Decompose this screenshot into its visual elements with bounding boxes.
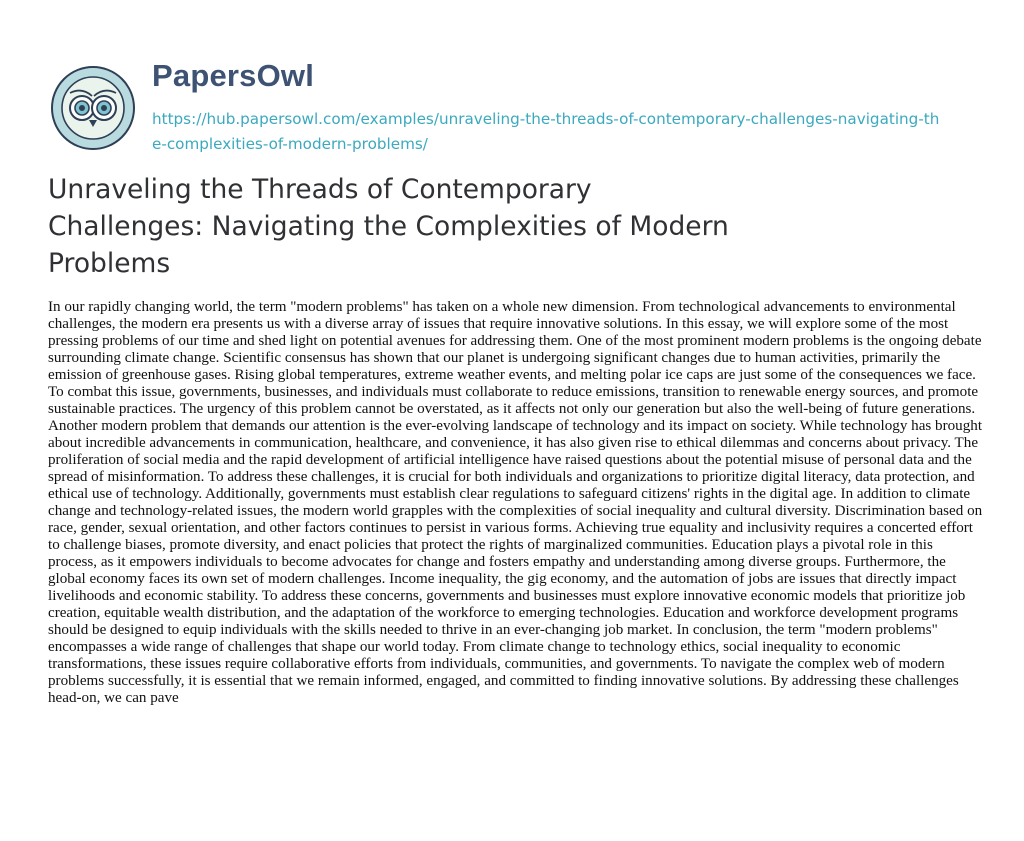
article-title: Unraveling the Threads of Contemporary Challenges: Navigating the Complexities of Modern Problems [48,174,729,279]
source-url[interactable]: https://hub.papersowl.com/examples/unraveling-the-threads-of-contemporary-challenges-navigating-the-complexities-of-modern-problems/ [152,110,940,153]
article-body: In our rapidly changing world, the term "modern problems" has taken on a whole new dimension. From technological advancements to environmental challenges, the modern era presents us with a diverse array of issues that require innovative solutions. In this essay, we will explore some of the most pressing problems of our time and shed light on potential avenues for addressing them. One of the most prominent modern problems is the ongoing debate surrounding climate change. Scientific consensus has shown that our planet is undergoing significant changes due to human activities, primarily the emission of greenhouse gases. Rising global temperatures, extreme weather events, and melting polar ice caps are just some of the consequences we face. To combat this issue, governments, businesses, and individuals must collaborate to reduce emissions, transition to renewable energy sources, and promote sustainable practices. The urgency of this problem cannot be overstated, as it affects not only our generation but also the well-being of future generations. Another modern problem that demands our attention is the ever-evolving landscape of technology and its impact on society. While technology has brought about incredible advancements in communication, healthcare, and convenience, it has also given rise to ethical dilemmas and concerns about privacy. The proliferation of social media and the rapid development of artificial intelligence have raised questions about the potential misuse of personal data and the spread of misinformation. To address these challenges, it is crucial for both individuals and organizations to prioritize digital literacy, data protection, and ethical use of technology. Additionally, governments must establish clear regulations to safeguard citizens' rights in the digital age. In addition to climate change and technology-related issues, the modern world grapples with the complexities of social inequality and cultural diversity. Discrimination based on race, gender, sexual orientation, and other factors continues to persist in various forms. Achieving true equality and inclusivity requires a concerted effort to challenge biases, promote diversity, and enact policies that protect the rights of marginalized communities. Education plays a pivotal role in this process, as it empowers individuals to become advocates for change and fosters empathy and understanding among diverse groups. Furthermore, the global economy faces its own set of modern challenges. Income inequality, the gig economy, and the automation of jobs are issues that directly impact livelihoods and economic stability. To address these concerns, governments and businesses must explore innovative economic models that prioritize job creation, equitable wealth distribution, and the adaptation of the workforce to emerging technologies. Education and workforce development programs should be designed to equip individuals with the skills needed to thrive in an ever-changing job market. In conclusion, the term "modern problems" encompasses a wide range of challenges that shape our world today. From climate change to technology ethics, social inequality to economic transformations, these issues require collaborative efforts from individuals, communities, and governments. To navigate the complex web of modern problems successfully, it is essential that we remain informed, engaged, and committed to finding innovative solutions. By addressing these challenges head-on, we can pave [48,299,983,706]
owl-logo-icon[interactable] [48,63,138,153]
site-header [48,36,1008,156]
brand-name[interactable]: PapersOwl [152,58,315,93]
